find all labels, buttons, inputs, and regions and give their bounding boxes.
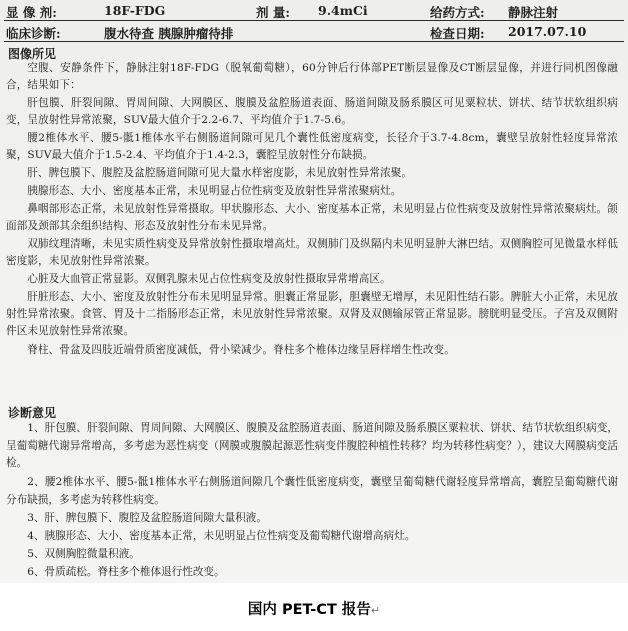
diagnosis-item: 6、骨质疏松。脊柱多个椎体退行性改变。 — [27, 566, 225, 578]
findings-paragraph: 肝脏形态、大小、密度及放射性分布未见明显异常。胆囊正常显影，胆囊壁无增厚，未见阳性结石影。脾脏大小正常，未见放射性异常浓聚。食管、胃及十二指肠形态正常，未见放射性异常浓聚。双肾及双侧输尿管正常显影。膀胱明显受压。子宫及双侧附件区未见放射性异常浓聚。 — [6, 291, 618, 338]
findings-paragraph: 双肺纹理清晰，未见实质性病变及异常放射性摄取增高灶。双侧肺门及纵隔内未见明显肿大淋巴结。双侧胸腔可见微量水样低密度影，未见放射性异常浓聚。 — [6, 238, 618, 268]
paragraph-mark-icon: ↵ — [370, 604, 381, 617]
findings-paragraph: 肝包膜、肝裂间隙、胃周间隙、大网膜区、腹膜及盆腔肠道表面、肠道间隙及肠系膜区可见粟粒状、饼状、结节状软组织病变，呈放射性异常浓聚，SUV最大值介于2.2-6.7、平均值介于1.7-5.6。 — [6, 97, 618, 127]
findings-paragraph: 肝、脾包膜下、腹腔及盆腔肠道间隙可见大量水样密度影，未见放射性异常浓聚。 — [27, 167, 413, 179]
findings-paragraph: 腰2椎体水平、腰5-骶1椎体水平右侧肠道间隙可见几个囊性低密度病变，长径介于3.7-4.8cm，囊壁呈放射性轻度异常浓聚，SUV最大值介于1.5-2.4、平均值介于1.4-2.3，囊腔呈放射性分布缺损。 — [6, 132, 618, 162]
diagnosis-title: 诊断意见 — [8, 406, 57, 420]
diagnosis-item: 3、肝、脾包膜下、腹腔及盆腔肠道间隙大量积液。 — [27, 512, 267, 524]
diagnosis-item: 1、肝包膜、肝裂间隙、胃周间隙、大网膜区、腹膜及盆腔肠道表面、肠道间隙及肠系膜区粟粒状、饼状、结节状软组织病变，呈葡萄糖代谢异常增高，多考虑为恶性病变（网膜或腹膜起源恶性病变伴腹腔种植性转移？均为转移性病变？），建议大网膜病变活检。 — [6, 422, 618, 470]
dose-value: 9.4mCi — [318, 3, 368, 18]
findings-paragraph: 心脏及大血管正常显影。双侧乳腺未见占位性病变及放射性摄取异常增高区。 — [27, 273, 391, 285]
findings-title: 图像所见 — [8, 47, 57, 61]
caption-text: 国内 PET-CT 报告 — [247, 602, 371, 618]
dose-label: 剂 量: — [256, 5, 290, 20]
header-divider — [4, 20, 624, 21]
diagnosis-item: 4、胰腺形态、大小、密度基本正常，未见明显占位性病变及葡萄糖代谢增高病灶。 — [27, 530, 416, 542]
agent-value: 18F-FDG — [104, 3, 166, 18]
diagnosis-label: 临床诊断: — [6, 26, 61, 41]
figure-caption — [0, 598, 628, 619]
findings-paragraph: 鼻咽部形态正常，未见放射性异常摄取。甲状腺形态、大小、密度基本正常，未见明显占位性病变及放射性异常浓聚病灶。颌面部及颈部其余组织结构、形态及放射性分布未见异常。 — [6, 203, 618, 233]
header-divider — [4, 41, 624, 42]
findings-paragraph: 空腹、安静条件下，静脉注射18F-FDG（脱氧葡萄糖），60分钟后行体部PET断层显像及CT断层显像，并进行同机图像融合，结果如下： — [6, 62, 618, 92]
date-label: 检查日期: — [430, 26, 485, 41]
date-value: 2017.07.10 — [508, 24, 587, 39]
findings-paragraph: 脊柱、骨盆及四肢近端骨质密度减低，骨小梁减少。脊柱多个椎体边缘呈唇样增生性改变。 — [27, 344, 455, 356]
diagnosis-value: 腹水待查 胰腺肿瘤待排 — [104, 26, 234, 41]
diagnosis-item: 5、双侧胸腔微量积液。 — [27, 548, 140, 560]
diagnosis-item: 2、腰2椎体水平、腰5-骶1椎体水平右侧肠道间隙几个囊性低密度病变，囊壁呈葡萄糖代谢轻度异常增高，囊腔呈葡萄糖代谢分布缺损，多考虑为转移性病变。 — [6, 476, 618, 506]
route-label: 给药方式: — [430, 5, 485, 20]
findings-paragraph: 胰腺形态、大小、密度基本正常，未见明显占位性病变及放射性异常浓聚病灶。 — [27, 185, 402, 197]
route-value: 静脉注射 — [508, 5, 559, 20]
agent-label: 显 像 剂: — [6, 5, 57, 20]
